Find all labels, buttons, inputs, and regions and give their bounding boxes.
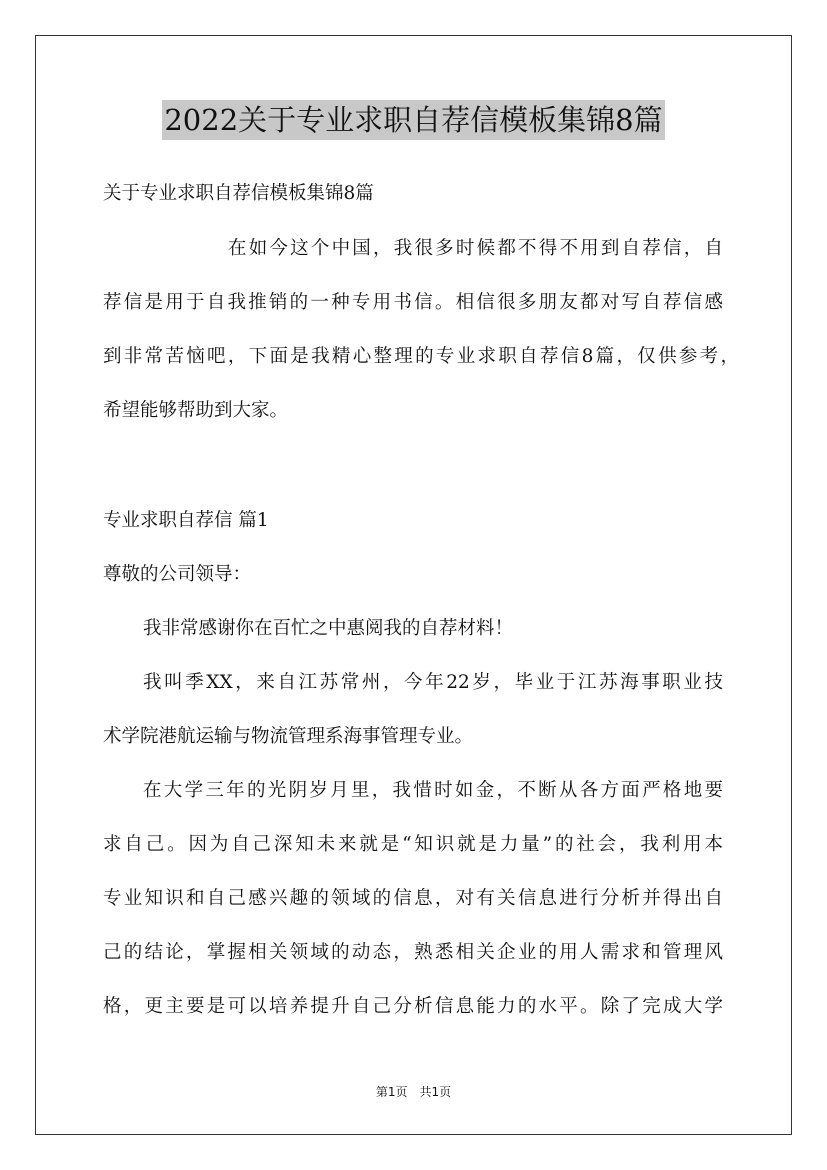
page-number-footer: 第1页 共1页 xyxy=(375,1085,452,1099)
body-line-5: 求自己。因为自己深知未来就是“知识就是力量”的社会，我利用本 xyxy=(103,834,723,855)
body-line-8: 格，更主要是可以培养提升自己分析信息能力的水平。除了完成大学 xyxy=(103,996,723,1017)
intro-line-3: 到非常苦恼吧，下面是我精心整理的专业求职自荐信8篇，仅供参考， xyxy=(103,346,739,367)
body-line-1: 我非常感谢你在百忙之中惠阅我的自荐材料！ xyxy=(143,618,514,639)
body-line-4: 在大学三年的光阴岁月里，我惜时如金，不断从各方面严格地要 xyxy=(143,780,723,801)
document-subtitle: 关于专业求职自荐信模板集锦8篇 xyxy=(103,183,374,204)
title-container xyxy=(0,100,827,140)
body-line-2: 我叫季XX，来自江苏常州，今年22岁，毕业于江苏海事职业技 xyxy=(143,672,723,693)
document-title: 2022关于专业求职自荐信模板集锦8篇 xyxy=(162,100,664,140)
intro-line-1: 在如今这个中国，我很多时候都不得不用到自荐信，自 xyxy=(228,238,723,259)
intro-line-2: 荐信是用于自我推销的一种专用书信。相信很多朋友都对写自荐信感 xyxy=(103,292,723,313)
body-line-7: 己的结论，掌握相关领域的动态，熟悉相关企业的用人需求和管理风 xyxy=(103,942,723,963)
body-line-3: 术学院港航运输与物流管理系海事管理专业。 xyxy=(103,726,474,747)
salutation: 尊敬的公司领导： xyxy=(103,564,252,585)
body-line-6: 专业知识和自己感兴趣的领域的信息，对有关信息进行分析并得出自 xyxy=(103,888,723,909)
intro-line-4: 希望能够帮助到大家。 xyxy=(103,400,289,421)
section-heading: 专业求职自荐信 篇1 xyxy=(103,510,269,531)
